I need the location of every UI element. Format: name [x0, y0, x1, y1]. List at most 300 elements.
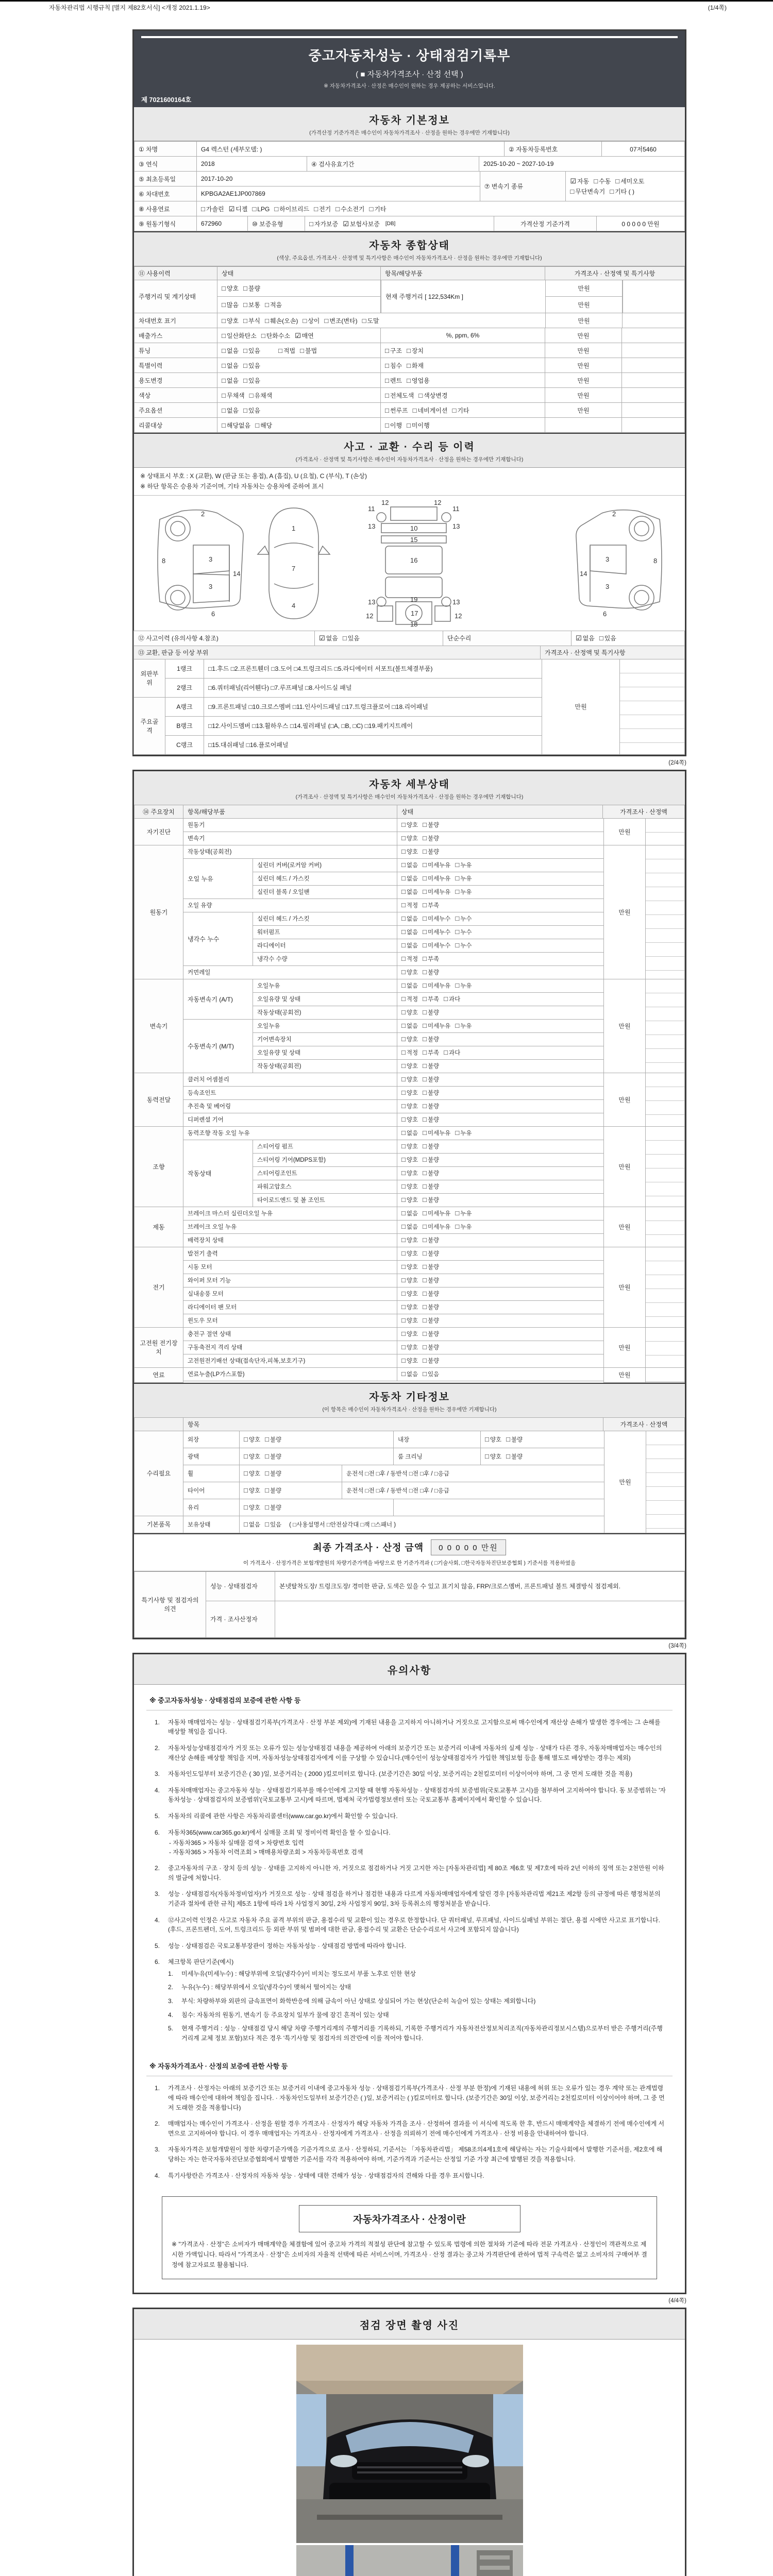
- checkbox-option[interactable]: ☑ 보험사보증: [343, 219, 380, 228]
- checkbox-option[interactable]: □ 양호: [244, 1435, 261, 1443]
- checkbox-option[interactable]: □ 있음: [243, 361, 261, 369]
- row-label: 차대번호 표기: [134, 313, 217, 328]
- table-row: [183, 845, 604, 859]
- etc-item-label: 유리: [183, 1499, 240, 1516]
- fuel-options: [196, 201, 685, 216]
- checkbox-option[interactable]: □ 양호: [401, 1089, 418, 1097]
- checkbox-option[interactable]: □ 없음: [401, 1370, 418, 1378]
- checkbox-option[interactable]: □ 없음: [401, 941, 418, 950]
- checked-checkbox-icon: ☑: [295, 331, 301, 340]
- checkbox-option[interactable]: □ 불량: [423, 1236, 440, 1244]
- checkbox-option[interactable]: □ 일산화탄소: [222, 331, 257, 340]
- checkbox-option[interactable]: □ 양호: [485, 1435, 502, 1443]
- checkbox-option[interactable]: □ 많음: [222, 301, 239, 309]
- notice-section1-list: [146, 1710, 673, 2056]
- checkbox-option[interactable]: □ 미세누유: [423, 874, 451, 883]
- svg-text:3: 3: [208, 582, 212, 590]
- table-row: [253, 939, 604, 953]
- checkbox-option[interactable]: □ 양호: [244, 1486, 261, 1494]
- checkbox-option[interactable]: □ 훼손(오손): [265, 316, 298, 325]
- part-label: 작동상태(공회전): [253, 1059, 397, 1073]
- checkbox-option[interactable]: □ 양호: [401, 1303, 418, 1311]
- checkbox-option[interactable]: □ 과다: [444, 995, 461, 1003]
- part-label: 오일유량 및 상태: [253, 1046, 397, 1060]
- checkbox-option[interactable]: □ 미세누유: [423, 861, 451, 869]
- table-row: [135, 418, 685, 433]
- checkbox-option[interactable]: □ 양호: [401, 1115, 418, 1124]
- checkbox-option[interactable]: □ 미세누유: [423, 1209, 451, 1217]
- checkbox-option[interactable]: □ 미세누유: [423, 1223, 451, 1231]
- checkbox-option[interactable]: □ 양호: [401, 1142, 418, 1150]
- checked-checkbox-icon: ☑: [570, 177, 577, 185]
- checkbox-option[interactable]: □ 양호: [401, 1236, 418, 1244]
- device-group: 동력전달 클러치 어셈블리 □ 양호 □ 불량 등속죠인트 □ 양호 □ 불량 추진축 및 베어링 □ 양호 □ 불량 디퍼렌셜 기어 □ 양호 □ 불량 만원: [135, 1073, 685, 1127]
- checkbox-option[interactable]: □ 침수: [385, 361, 402, 369]
- unchecked-checkbox-icon: □: [300, 346, 304, 354]
- rank-items[interactable]: □9.프론트패널 □10.크로스멤버 □11.인사이드패널 □17.트렁크플로어 □18.리어패널: [204, 697, 542, 717]
- table-row: [183, 1087, 604, 1100]
- engine-type-value: 672960: [196, 216, 248, 231]
- checkbox-option[interactable]: □ 양호: [222, 284, 239, 292]
- checkbox-option[interactable]: □ 양호: [401, 1008, 418, 1016]
- checkbox-option[interactable]: □ 누유: [455, 1209, 472, 1217]
- checkbox-option[interactable]: □ 불량: [423, 1343, 440, 1351]
- unchecked-checkbox-icon: □: [418, 391, 423, 399]
- part-label: 브레이크 오일 누유: [183, 1220, 397, 1234]
- checkbox-option[interactable]: □ 불량: [423, 1008, 440, 1016]
- unchecked-checkbox-icon: □: [255, 421, 260, 429]
- checkbox-option[interactable]: ☑ 매연: [295, 331, 314, 340]
- checkbox-option[interactable]: □ 유채색: [249, 391, 273, 399]
- checkbox-option[interactable]: □ 양호: [401, 1182, 418, 1191]
- checkbox-option[interactable]: □ 불량: [423, 834, 440, 842]
- svg-text:12: 12: [381, 498, 389, 506]
- svg-text:19: 19: [410, 595, 417, 603]
- etc-table: 수리필요 외장 □ 양호 □ 불량 내장 □ 양호 □ 불량 광택 □ 양호 □ 불량 룸 크리닝 □ 양호 □ 불량 휠 □ 양호 □ 불량 운전석 □전 □후 / 동반석 □전 □후 / □응급 타이어 □ 양호 □ 불량 운전석 □전 □후 / 동반석 □전 □후 / □응급 유리 □ 양호 □ 불량 기본품목 보유상태 □ 없음 □ 있음 ( □사용설명서 □안전삼각대 □잭 □스패너 ) 만원: [134, 1431, 685, 1533]
- checkbox-option[interactable]: □ 불량: [423, 821, 440, 829]
- svg-text:7: 7: [291, 564, 295, 572]
- checkbox-option[interactable]: □ 세미오토: [615, 177, 645, 185]
- checkbox-option[interactable]: □ 양호: [401, 1276, 418, 1284]
- unchecked-checkbox-icon: □: [222, 331, 226, 340]
- checkbox-option[interactable]: □ 불량: [423, 1249, 440, 1258]
- reg-no-value: 07저5460: [601, 141, 685, 157]
- checkbox-option[interactable]: □ 양호: [401, 1343, 418, 1351]
- checkbox-option[interactable]: □ 있음: [599, 634, 616, 642]
- checkbox-option[interactable]: □ 불량: [423, 1089, 440, 1097]
- part-label: 와이퍼 모터 기능: [183, 1274, 397, 1287]
- checkbox-option[interactable]: □ 양호: [244, 1469, 261, 1477]
- checkbox-option[interactable]: □ 양호: [401, 1156, 418, 1164]
- inspection-photo-lift: [296, 2545, 523, 2576]
- checkbox-option[interactable]: □ 불량: [423, 1263, 440, 1271]
- unchecked-checkbox-icon: □: [423, 1303, 427, 1311]
- accident-symbol-note: ※ 상태표시 부호 : X (교환), W (판금 또는 용접), A (흠집), U (요철), C (부식), T (손상) ※ 하단 항목은 승용차 기준이며, 기타 자동차는 승용차에 준하여 표시: [134, 468, 685, 496]
- overall-col-part: 항목/해당부품: [380, 266, 545, 280]
- checkbox-option[interactable]: □ 화재: [407, 361, 424, 369]
- checkbox-option[interactable]: □ 적법: [278, 346, 296, 354]
- part-label: 냉각수 수량: [253, 952, 397, 966]
- checkbox-option[interactable]: □ 없음: [401, 874, 418, 883]
- checkbox-option[interactable]: □ 양호: [222, 316, 239, 325]
- checkbox-option[interactable]: □ 양호: [401, 968, 418, 976]
- checkbox-option[interactable]: □ 없음: [401, 861, 418, 869]
- checkbox-option[interactable]: □ 탄화수소: [261, 331, 291, 340]
- checkbox-option[interactable]: □ 미세누유: [423, 888, 451, 896]
- checkbox-option[interactable]: □ 전기: [314, 205, 331, 213]
- checkbox-option[interactable]: □ 불량: [423, 1169, 440, 1177]
- unchecked-checkbox-icon: □: [265, 1469, 269, 1477]
- checkbox-option[interactable]: ☑ 자동: [570, 177, 590, 185]
- checkbox-option[interactable]: □ 누수: [455, 941, 472, 950]
- unchecked-checkbox-icon: □: [401, 1156, 406, 1164]
- device-group: 전기 발전기 출력 □ 양호 □ 불량 시동 모터 □ 양호 □ 불량 와이퍼 모터 기능 □ 양호 □ 불량 실내송풍 모터 □ 양호 □ 불량 라디에이터 팬 모터 □ 양호 □ 불량 윈도우 모터 □ 양호 □ 불량 만원: [135, 1247, 685, 1328]
- checkbox-option[interactable]: □ 불량: [423, 1330, 440, 1338]
- etc-wide-options[interactable]: 운전석 □전 □후 / 동반석 □전 □후 / □응급: [342, 1465, 604, 1482]
- page1-block: [132, 29, 686, 756]
- checkbox-option[interactable]: □ 미세누수: [423, 928, 451, 936]
- checkbox-option[interactable]: □ 보통: [243, 301, 261, 309]
- checkbox-option[interactable]: □ 없음: [401, 1209, 418, 1217]
- checkbox-option[interactable]: □ 누유: [455, 981, 472, 990]
- row-label: 튜닝: [134, 343, 217, 358]
- table-row: [183, 1301, 604, 1314]
- checkbox-option[interactable]: □ 불량: [423, 848, 440, 856]
- notice-header: 유의사항: [134, 1654, 685, 1685]
- checkbox-option[interactable]: □ 없음: [401, 914, 418, 923]
- checkbox-option[interactable]: □ 양호: [401, 848, 418, 856]
- checkbox-option[interactable]: □ 양호: [401, 1062, 418, 1070]
- exchange-header-label: ⑬ 교환, 판금 등 이상 부위: [133, 646, 541, 659]
- part-label: 변속기: [183, 832, 397, 845]
- unchecked-checkbox-icon: □: [243, 301, 247, 309]
- unchecked-checkbox-icon: □: [244, 1486, 248, 1494]
- checkbox-option[interactable]: □ 부족: [423, 901, 440, 909]
- unchecked-checkbox-icon: □: [401, 1249, 406, 1258]
- checkbox-option[interactable]: □ 적정: [401, 901, 418, 909]
- current-mileage: 현재 주행거리 [ 122,534Km ]: [381, 280, 546, 313]
- basic-info-title: 자동차 기본정보: [369, 115, 450, 126]
- checkbox-option[interactable]: □ 있음: [243, 346, 261, 354]
- unchecked-checkbox-icon: □: [423, 1330, 427, 1338]
- checkbox-option[interactable]: □ 부족: [423, 995, 440, 1003]
- checkbox-option[interactable]: □ 양호: [401, 1263, 418, 1271]
- part-label: 워터펌프: [253, 925, 397, 939]
- checkbox-option[interactable]: □ 불량: [423, 1102, 440, 1110]
- checkbox-option[interactable]: ☑ 없음: [319, 634, 338, 642]
- table-row: [253, 953, 604, 966]
- checkbox-option[interactable]: □ 불량: [265, 1503, 282, 1511]
- checkbox-option[interactable]: □ 양호: [401, 1075, 418, 1083]
- checkbox-option[interactable]: □ 있음: [243, 406, 261, 414]
- checkbox-option[interactable]: □ 누유: [455, 1223, 472, 1231]
- detail-col-state: 상태: [397, 805, 603, 819]
- checkbox-option[interactable]: □ 양호: [401, 1169, 418, 1177]
- checkbox-option[interactable]: □ 양호: [244, 1452, 261, 1460]
- checkbox-option[interactable]: □ 도말: [362, 316, 379, 325]
- vin-value: KPBGA2AE1JP007869: [196, 186, 480, 201]
- rank-table: 외판부위 1랭크 □1.후드 □2.프론트휀더 □3.도어 □4.트렁크리드 □5.라디에이터 서포트(볼트체결부품) 2랭크 □6.쿼터패널(리어휀다) □7.루프패널 □8.사이드실 패널 주요골격 A랭크 □9.프론트패널 □10.크로스멤버 □11.인사이드패널 □17.트렁크플로어 □18.리어패널 B랭크 □12.사이드멤버 □13.휠하우스 □14.필러패널 (□A, □B, □C) □19.패키지트레이 C랭크 □15.대쉬패널 □16.플로어패널 만원: [134, 659, 685, 755]
- checkbox-option[interactable]: □ 누유: [455, 874, 472, 883]
- inspector-opinion: 본넷탈착도장/ 트렁크도장/ 경미한 판금, 도색은 있을 수 있고 표기치 않음, FRP/크로스멤버, 프론트패널 볼트 체결방식 점검제외.: [275, 1571, 685, 1601]
- checkbox-option[interactable]: □ 불량: [265, 1486, 282, 1494]
- checkbox-option[interactable]: □ 썬루프: [385, 406, 408, 414]
- checked-checkbox-icon: ☑: [319, 634, 325, 642]
- checkbox-option[interactable]: □ 수동: [594, 177, 611, 185]
- checkbox-option[interactable]: □ 기타: [369, 205, 386, 213]
- unchecked-checkbox-icon: □: [401, 1209, 406, 1217]
- car-name-label: ① 차명: [134, 141, 197, 157]
- checkbox-option[interactable]: □ 불량: [423, 1062, 440, 1070]
- checkbox-option[interactable]: □ 미세누수: [423, 914, 451, 923]
- checkbox-option[interactable]: □ 미세누유: [423, 1022, 451, 1030]
- checkbox-option[interactable]: □ 불량: [423, 1156, 440, 1164]
- svg-text:4: 4: [291, 601, 295, 609]
- unchecked-checkbox-icon: □: [244, 1435, 248, 1443]
- notice-subitem: 3. 부식: 차량하부와 외판의 금속표면이 화학반응에 의해 금속이 아닌 상태로 상실되어 가는 현상(단순히 녹슬어 있는 상태는 제외합니다): [168, 1997, 536, 2005]
- notice-item: 5. 성능 · 상태점검은 국토교통부장관이 정하는 자동차성능 · 상태점검 방법에 따라야 합니다.: [155, 1942, 406, 1950]
- checkbox-option[interactable]: □ 양호: [401, 1249, 418, 1258]
- unchecked-checkbox-icon: □: [444, 995, 448, 1003]
- checkbox-option[interactable]: □ 부식: [243, 316, 261, 325]
- price-survey-definition-box: [162, 2196, 657, 2279]
- simple-repair-options: [571, 631, 685, 646]
- checkbox-option[interactable]: □ 없음: [401, 1223, 418, 1231]
- rank-items[interactable]: □1.후드 □2.프론트휀더 □3.도어 □4.트렁크리드 □5.라디에이터 서포트(볼트체결부품): [204, 659, 542, 679]
- unchecked-checkbox-icon: □: [423, 1249, 427, 1258]
- checkbox-option[interactable]: □ 누유: [455, 861, 472, 869]
- checkbox-option[interactable]: □ 양호: [401, 1357, 418, 1365]
- checkbox-option[interactable]: □ 기타: [452, 406, 469, 414]
- checkbox-option[interactable]: □ 과다: [444, 1048, 461, 1057]
- rank-items[interactable]: □12.사이드멤버 □13.휠하우스 □14.필러패널 (□A, □B, □C) □19.패키지트레이: [204, 716, 542, 736]
- checkbox-option[interactable]: □ 부족: [423, 955, 440, 963]
- unchecked-checkbox-icon: □: [423, 1062, 427, 1070]
- checkbox-option[interactable]: □ 적정: [401, 995, 418, 1003]
- overall-col-price: 가격조사 · 산정액 및 특기사항: [545, 266, 685, 280]
- mileage-label: 주행거리 및 계기상태: [134, 280, 217, 313]
- part-label: 실린더 헤드 / 가스킷: [253, 912, 397, 926]
- checkbox-option[interactable]: □ 해당없음: [222, 421, 251, 429]
- checkbox-option[interactable]: □ 불량: [423, 1290, 440, 1298]
- checkbox-option[interactable]: □ 무채색: [222, 391, 245, 399]
- unchecked-checkbox-icon: □: [401, 1370, 406, 1378]
- notice-section1-heading: ※ 중고자동차성능 · 상태점검의 보증에 관한 사항 등: [146, 1690, 673, 1710]
- checkbox-option[interactable]: □ 있음: [243, 376, 261, 384]
- checkbox-option[interactable]: □ 미세누유: [423, 1129, 451, 1137]
- checkbox-option[interactable]: □ 양호: [401, 1330, 418, 1338]
- checkbox-option[interactable]: □ 불법: [300, 346, 317, 354]
- device-group: 원동기 작동상태(공회전) □ 양호 □ 불량 오일 누유 실린더 커버(로커암 커버) □ 없음 □ 미세누유 □ 누유 실린더 헤드 / 가스킷 □ 없음 □ 미세누유 □ 누유 실린더 블록 / 오일팬 □ 없음 □ 미세누유 □ 누유 오일 유량 □ 적정 □ 부족 냉각수 누수 실린더 헤드 / 가스킷 □ 없음 □ 미세누수 □ 누수 워터펌프 □ 없음 □ 미세누수 □ 누수 라디에이터 □ 없음 □ 미세누수 □ 누수 냉각수 수량 □ 적정 □ 부족 커먼레일 □ 양호 □ 불량 만원: [135, 845, 685, 979]
- checkbox-option[interactable]: □ 네비게이션: [412, 406, 448, 414]
- checkbox-option[interactable]: □ 미세누수: [423, 941, 451, 950]
- row-label: 주요옵션: [134, 402, 217, 418]
- part-label: 실린더 헤드 / 가스킷: [253, 872, 397, 886]
- car-diagram-svg: [139, 499, 680, 628]
- checkbox-option[interactable]: □ 부족: [423, 1048, 440, 1057]
- checkbox-option[interactable]: □ 없음: [244, 1520, 261, 1528]
- checkbox-option[interactable]: □ 불량: [506, 1435, 523, 1443]
- svg-text:13: 13: [452, 522, 460, 530]
- table-row: 차대번호 표기 □ 양호 □ 부식 □ 훼손(오손) □ 상이 □ 변조(변타) □ 도말 만원: [135, 313, 685, 328]
- svg-text:3: 3: [208, 555, 212, 563]
- checkbox-option[interactable]: □ 양호: [401, 1035, 418, 1043]
- etc-wide-options[interactable]: 운전석 □전 □후 / 동반석 □전 □후 / □응급: [342, 1482, 604, 1499]
- checkbox-option[interactable]: □ 구조: [385, 346, 402, 354]
- unchecked-checkbox-icon: □: [423, 968, 427, 976]
- svg-text:3: 3: [605, 555, 609, 563]
- checkbox-option[interactable]: □ 없음: [401, 928, 418, 936]
- checkbox-option[interactable]: □ 렌트: [385, 376, 402, 384]
- unchecked-checkbox-icon: □: [261, 331, 265, 340]
- unchecked-checkbox-icon: □: [222, 316, 226, 325]
- checkbox-option[interactable]: □ 있음: [423, 1370, 440, 1378]
- checkbox-option[interactable]: □ 양호: [244, 1503, 261, 1511]
- checkbox-option[interactable]: □ 누유: [455, 1129, 472, 1137]
- checkbox-option[interactable]: □ 상이: [303, 316, 320, 325]
- checkbox-option[interactable]: □ LPG: [252, 205, 270, 213]
- checkbox-option[interactable]: □ 없음: [222, 361, 239, 369]
- checkbox-option[interactable]: □ 불량: [423, 1276, 440, 1284]
- checkbox-option[interactable]: □ 불량: [265, 1452, 282, 1460]
- checkbox-option[interactable]: □ 불량: [423, 1142, 440, 1150]
- etc-item-label: 보유상태: [183, 1516, 240, 1533]
- notice-item: 5. 자동차의 리콜에 관한 사항은 자동차리콜센터(www.car.go.kr)에서 확인할 수 있습니다.: [155, 1812, 398, 1820]
- overall-col-usage: ⑪ 사용이력: [134, 266, 217, 280]
- basic-items-list[interactable]: ( □사용설명서 □안전삼각대 □잭 □스패너 ): [289, 1521, 396, 1528]
- unchecked-checkbox-icon: □: [401, 1062, 406, 1070]
- notice-body: [134, 1685, 685, 2293]
- unchecked-checkbox-icon: □: [594, 177, 598, 185]
- checkbox-option[interactable]: ☑ 없음: [576, 634, 595, 642]
- unchecked-checkbox-icon: □: [423, 1370, 427, 1378]
- warranty-label: ⑩ 보증유형: [247, 216, 305, 231]
- unchecked-checkbox-icon: □: [423, 1196, 427, 1204]
- checkbox-option[interactable]: □ 없음: [401, 1022, 418, 1030]
- part-label: 시동 모터: [183, 1260, 397, 1274]
- checkbox-option[interactable]: □ 영업용: [407, 376, 430, 384]
- checkbox-option[interactable]: □ 있음: [342, 634, 360, 642]
- table-row: [183, 1368, 604, 1381]
- checkbox-option[interactable]: □ 누수: [455, 928, 472, 936]
- checkbox-option[interactable]: □ 양호: [401, 1196, 418, 1204]
- regulation-reference: 자동차관리법 시행규칙 [별지 제82호서식] <개정 2021.1.19>: [49, 4, 210, 11]
- unchecked-checkbox-icon: □: [401, 955, 406, 963]
- checkbox-option[interactable]: □ 양호: [401, 834, 418, 842]
- unchecked-checkbox-icon: □: [265, 1503, 269, 1511]
- notice-section2-list: [146, 2076, 673, 2189]
- checkbox-option[interactable]: □ 이행: [385, 421, 402, 429]
- unchecked-checkbox-icon: □: [222, 421, 226, 429]
- checkbox-option[interactable]: □ 해당: [255, 421, 273, 429]
- checkbox-option[interactable]: □ 양호: [401, 1102, 418, 1110]
- checkbox-option[interactable]: ☑ 디젤: [228, 205, 248, 213]
- checkbox-option[interactable]: □ 불량: [423, 1316, 440, 1325]
- checkbox-option[interactable]: □ 없음: [401, 1129, 418, 1137]
- checkbox-option[interactable]: □ 색상변경: [418, 391, 448, 399]
- svg-text:8: 8: [653, 556, 657, 565]
- unchecked-checkbox-icon: □: [401, 1169, 406, 1177]
- checkbox-option[interactable]: □ 없음: [401, 981, 418, 990]
- unchecked-checkbox-icon: □: [452, 406, 457, 414]
- checkbox-option[interactable]: □ 불량: [423, 968, 440, 976]
- checkbox-option[interactable]: □ 적정: [401, 1048, 418, 1057]
- rank-items[interactable]: □15.대쉬패널 □16.플로어패널: [204, 735, 542, 755]
- checkbox-option[interactable]: □ 누수: [455, 914, 472, 923]
- checkbox-option[interactable]: □ 가솔린: [201, 205, 224, 213]
- unchecked-checkbox-icon: □: [455, 1209, 460, 1217]
- unchecked-checkbox-icon: □: [401, 1276, 406, 1284]
- svg-text:12: 12: [433, 498, 441, 506]
- unchecked-checkbox-icon: □: [423, 848, 427, 856]
- checkbox-option[interactable]: □ 불량: [423, 1196, 440, 1204]
- checkbox-option[interactable]: □ 불량: [423, 1357, 440, 1365]
- checkbox-option[interactable]: □ 불량: [265, 1469, 282, 1477]
- checkbox-option[interactable]: □ 없음: [222, 376, 239, 384]
- notice-item: 2. 매매업자는 매수인이 가격조사 · 산정을 원할 경우 가격조사 · 산정자가 해당 자동차 가격을 조사 · 산정하여 결과를 이 서식에 적도록 한 후, 반드시 매매계약을 체결하기 전에 매수인에게 서면으로 고지하여야 합니다. 이 경우 매매업자는 가격조사 · 산정자에게 가격조사 · 산정을 의뢰하기 전에 매수인에게 가격조사 · 산정 비용을 안내하여야 합니다.: [155, 2120, 665, 2137]
- checkbox-option[interactable]: □ 불량: [423, 1035, 440, 1043]
- unchecked-checkbox-icon: □: [455, 941, 460, 950]
- etc-item-label: 룸 크리닝: [393, 1448, 481, 1465]
- checkbox-option[interactable]: □ 장치: [407, 346, 424, 354]
- checkbox-option[interactable]: □ 하이브리드: [274, 205, 310, 213]
- svg-text:16: 16: [410, 556, 417, 564]
- checkbox-option[interactable]: □ 전체도색: [385, 391, 414, 399]
- row-label: 특별이력: [134, 358, 217, 373]
- checkbox-option[interactable]: □ 불량: [243, 284, 261, 292]
- checkbox-option[interactable]: □ 누유: [455, 888, 472, 896]
- checkbox-option[interactable]: □ 불량: [423, 1115, 440, 1124]
- checkbox-option[interactable]: □ 적정: [401, 955, 418, 963]
- overall-header: 자동차 종합상태 (색상, 주요옵션, 가격조사 · 산정액 및 특기사항은 매수인이 자동차가격조사 · 산정을 원하는 경우에만 기재합니다): [134, 231, 685, 266]
- unchecked-checkbox-icon: □: [423, 874, 427, 883]
- checkbox-option[interactable]: □ 양호: [485, 1452, 502, 1460]
- checkbox-option[interactable]: □ 양호: [401, 1316, 418, 1325]
- checkbox-option[interactable]: □ 미이행: [407, 421, 430, 429]
- unchecked-checkbox-icon: □: [423, 1209, 427, 1217]
- table-row: [183, 1234, 604, 1247]
- checkbox-option[interactable]: □ 누유: [455, 1022, 472, 1030]
- checkbox-option[interactable]: □ 불량: [423, 1303, 440, 1311]
- checkbox-option[interactable]: □ 변조(변타): [324, 316, 358, 325]
- checkbox-option[interactable]: □ 불량: [506, 1452, 523, 1460]
- etc-item-label: 휠: [183, 1465, 240, 1482]
- checkbox-option[interactable]: □ 있음: [265, 1520, 282, 1528]
- part-label: 스티어링 펌프: [253, 1140, 397, 1154]
- checkbox-option[interactable]: □ 불량: [423, 1075, 440, 1083]
- checkbox-option[interactable]: □ 무단변속기: [570, 188, 606, 195]
- device-group-label: 제동: [134, 1207, 183, 1247]
- part-label: 원동기: [183, 818, 397, 832]
- checkbox-option[interactable]: □ 없음: [222, 346, 239, 354]
- checkbox-option[interactable]: □ 미세누유: [423, 981, 451, 990]
- checkbox-option[interactable]: □ 양호: [401, 821, 418, 829]
- checkbox-option[interactable]: □ 불량: [423, 1182, 440, 1191]
- checkbox-option[interactable]: □ 양호: [401, 1290, 418, 1298]
- table-row: 배출가스 □ 일산화탄소 □ 탄화수소 ☑ 매연 %, ppm, 6% 만원: [135, 328, 685, 343]
- checkbox-option[interactable]: □ 수소전기: [335, 205, 365, 213]
- unchecked-checkbox-icon: □: [401, 1182, 406, 1191]
- checkbox-option[interactable]: □ 기타 ( ): [610, 188, 634, 195]
- checkbox-option[interactable]: □ 자가보증: [309, 219, 339, 228]
- unchecked-checkbox-icon: □: [423, 1182, 427, 1191]
- part-label: 추진축 및 베어링: [183, 1099, 397, 1113]
- checkbox-option[interactable]: □ 없음: [401, 888, 418, 896]
- checkbox-option[interactable]: □ 적음: [265, 301, 282, 309]
- checkbox-option[interactable]: □ 없음: [222, 406, 239, 414]
- rank-items[interactable]: □6.쿼터패널(리어휀다) □7.루프패널 □8.사이드실 패널: [204, 678, 542, 698]
- checkbox-option[interactable]: □ 불량: [265, 1435, 282, 1443]
